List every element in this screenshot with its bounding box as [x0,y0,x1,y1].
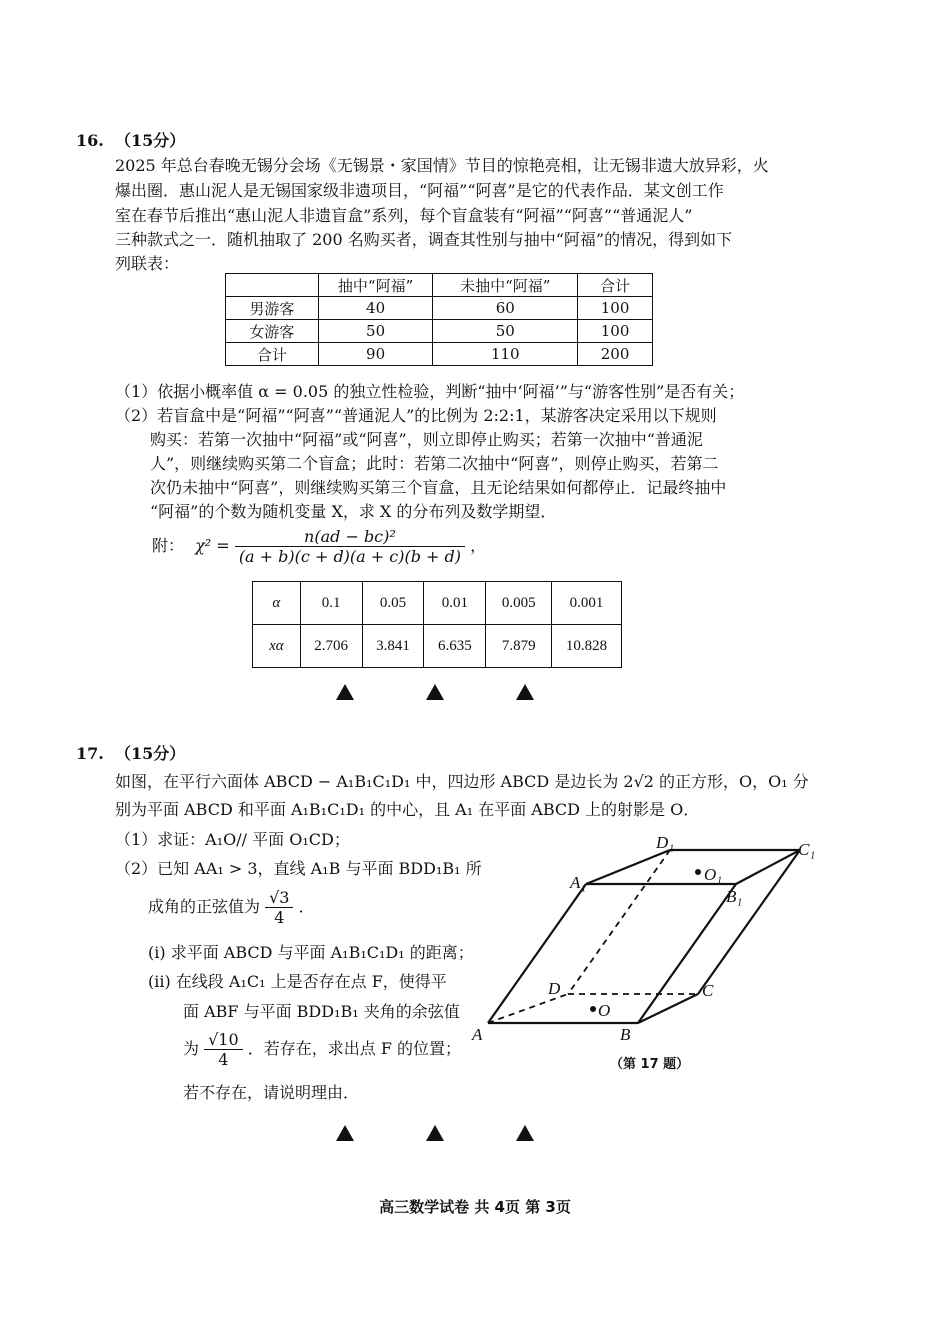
q17-intro-line-2: 别为平面 ABCD 和平面 A₁B₁C₁D₁ 的中心，且 A₁ 在平面 ABCD 上的射影是 O． [115,800,700,819]
edge-d1a1 [586,850,670,884]
q17-intro-line-1: 如图，在平行六面体 ABCD − A₁B₁C₁D₁ 中，四边形 ABCD 是边长为 2√2 的正方形，O，O₁ 分 [115,772,809,791]
label-d: D [548,979,561,998]
alpha-row [253,582,622,625]
q17-sub-ii-line-2: 面 ABF 与平面 BDD₁B₁ 夹角的余弦值 [183,1002,460,1021]
point-o1-icon [695,869,701,875]
q16-part2-line-3: 人”，则继续购买第二个盲盒；此时：若第二次抽中“阿喜”，则停止购买，若第二 [150,454,719,473]
alpha-cell: 0.01 [424,582,486,625]
q16-part2-line-5: “阿福”的个数为随机变量 X，求 X 的分布列及数学期望． [150,502,557,521]
contingency-table [225,273,653,366]
chi-square-formula [152,527,486,566]
q17-part2-line-2 [148,888,315,927]
triangle-divider-icon [516,1125,534,1141]
x-alpha-cell: 7.879 [486,625,552,668]
contingency-header-cell: 合计 [578,274,653,297]
contingency-cell: 90 [318,343,433,366]
q17-sub-i: (i) 求平面 ABCD 与平面 A₁B₁C₁D₁ 的距离； [148,943,474,962]
sine-fraction [265,888,293,927]
alpha-row-label: α [253,582,301,625]
edge-b1c1 [736,850,800,884]
label-a1: A₁ [570,873,587,892]
sub-ii-suffix: ．若存在，求出点 F 的位置； [247,1039,462,1058]
q16-part2-line-4: 次仍未抽中“阿喜”，则继续购买第三个盲盒，且无论结果如何都停止．记最终抽中 [150,478,727,497]
contingency-cell: 50 [433,320,578,343]
contingency-cell: 男游客 [226,297,319,320]
alpha-cell: 0.05 [362,582,424,625]
label-a: A [472,1025,483,1044]
contingency-cell: 200 [578,343,653,366]
alpha-cell: 0.005 [486,582,552,625]
label-b1: B₁ [726,887,743,906]
label-o: O [598,1001,611,1020]
triangle-divider-icon [426,684,444,700]
triangle-divider-icon [516,684,534,700]
q17-sub-ii-line-3 [183,1030,461,1069]
hidden-edge-ad [488,994,568,1023]
contingency-cell: 合计 [226,343,319,366]
contingency-cell: 110 [433,343,578,366]
page-footer: 高三数学试卷 共 4页 第 3页 [379,1198,571,1216]
q17-part2-line-1: （2）已知 AA₁ > 3，直线 A₁B 与平面 BDD₁B₁ 所 [115,859,482,878]
q16-number: 16. （15分） [76,131,186,150]
contingency-cell: 100 [578,320,653,343]
sub-ii-prefix: 为 [183,1039,200,1058]
critical-value-table [252,581,622,668]
q17-number: 17. （15分） [76,744,186,763]
alpha-cell: 0.1 [300,582,362,625]
contingency-cell: 40 [318,297,433,320]
q16-intro-line-5: 列联表： [115,254,180,273]
formula-denominator: (a + b)(c + d)(a + c)(b + d) [238,547,462,566]
contingency-header-cell: 未抽中“阿福” [433,274,578,297]
contingency-cell: 60 [433,297,578,320]
contingency-header-cell [226,274,319,297]
triangle-divider-icon [336,684,354,700]
triangle-divider-icon [336,1125,354,1141]
x-alpha-row [253,625,622,668]
x-alpha-cell: 2.706 [300,625,362,668]
edge-bb1 [638,884,736,1023]
label-b: B [620,1025,631,1044]
parallelepiped-figure [460,828,840,1078]
part2-sine-text: 成角的正弦值为 [148,897,261,916]
label-c1: C₁ [798,840,816,859]
contingency-row [226,297,653,320]
contingency-cell: 女游客 [226,320,319,343]
q16-part2-line-2: 购买：若第一次抽中“阿福”或“阿喜”，则立即停止购买；若第一次抽中“普通泥 [150,430,703,449]
sine-numerator: √3 [265,888,293,908]
x-alpha-cell: 6.635 [424,625,486,668]
x-alpha-row-label: xα [253,625,301,668]
q17-part1: （1）求证：A₁O// 平面 O₁CD； [115,830,350,849]
q16-intro-line-3: 室在春节后推出“惠山泥人非遗盲盒”系列，每个盲盒装有“阿福”“阿喜”“普通泥人” [115,206,693,225]
formula-lhs: χ² = [195,536,230,555]
x-alpha-cell: 3.841 [362,625,424,668]
q16-intro-line-4: 三种款式之一．随机抽取了 200 名购买者，调查其性别与抽中“阿福”的情况，得到如下 [115,230,733,249]
label-o1: O₁ [704,865,723,884]
formula-tail: ， [470,536,487,555]
contingency-header-cell: 抽中“阿福” [318,274,433,297]
label-d1: D₁ [656,833,675,852]
q16-part1: （1）依据小概率值 α = 0.05 的独立性检验，判断“抽中‘阿福’”与“游客性别”是否有关； [115,382,745,401]
cosine-denominator: 4 [218,1050,229,1069]
q16-part2-line-1: （2）若盲盒中是“阿福”“阿喜”“普通泥人”的比例为 2:2:1，某游客决定采用以下规则 [115,406,717,425]
contingency-cell: 100 [578,297,653,320]
contingency-header-row [226,274,653,297]
contingency-row [226,320,653,343]
formula-numerator: n(ad − bc)² [235,527,465,547]
q17-sub-ii-line-4: 若不存在，请说明理由． [183,1083,360,1102]
cosine-fraction [204,1030,243,1069]
q17-sub-ii-line-1: (ii) 在线段 A₁C₁ 上是否存在点 F，使得平 [148,972,447,991]
q16-intro-line-1: 2025 年总台春晚无锡分会场《无锡景・家国情》节目的惊艳亮相，让无锡非遗大放异彩，火 [115,156,769,175]
appendix-label: 附： [152,536,185,555]
figure-caption: （第 17 题） [610,1057,690,1072]
x-alpha-cell: 10.828 [552,625,622,668]
contingency-row [226,343,653,366]
contingency-cell: 50 [318,320,433,343]
edge-aa1 [488,884,586,1023]
triangle-divider-icon [426,1125,444,1141]
point-o-icon [590,1006,596,1012]
sine-denominator: 4 [274,908,285,927]
q16-intro-line-2: 爆出圈．惠山泥人是无锡国家级非遗项目，“阿福”“阿喜”是它的代表作品．某文创工作 [115,181,724,200]
label-c: C [702,981,714,1000]
alpha-cell: 0.001 [552,582,622,625]
formula-fraction [235,527,465,566]
cosine-numerator: √10 [204,1030,243,1050]
part2-period: ． [298,897,315,916]
